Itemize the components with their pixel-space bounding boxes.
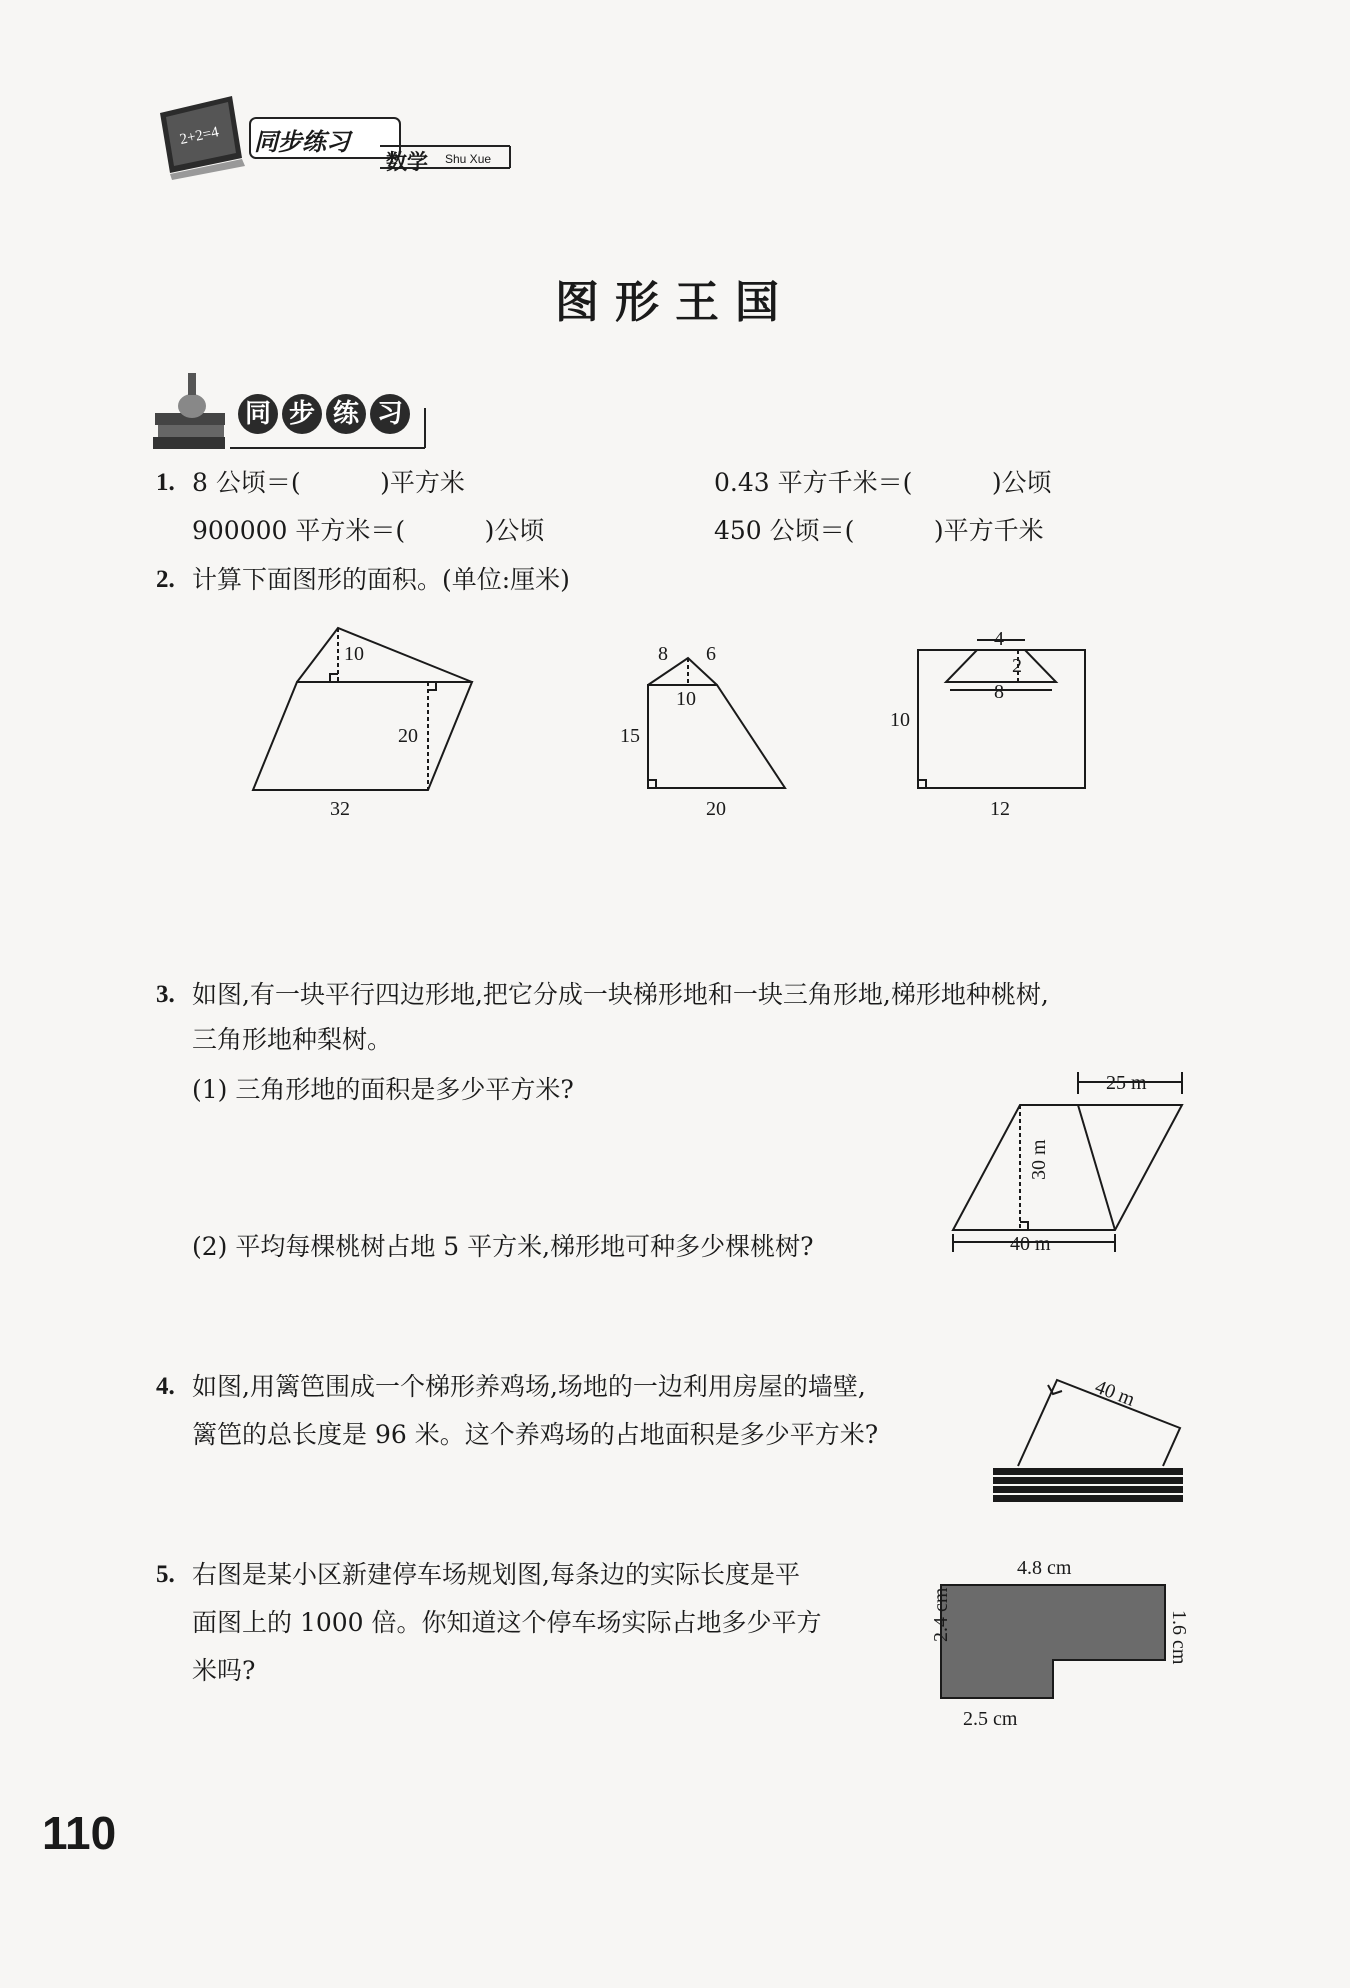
section-badge — [150, 368, 430, 458]
q4-figure — [985, 1368, 1190, 1508]
page-title: 图形王国 — [555, 277, 795, 328]
header-logo — [150, 88, 520, 183]
fig1-label-top: 10 — [344, 643, 364, 665]
fig3-label-base: 12 — [990, 798, 1010, 820]
subject-pinyin: Shu Xue — [445, 152, 492, 166]
q1-b: 0.43 平方千米＝( )公顷 — [714, 468, 1052, 497]
q3-line1: 如图,有一块平行四边形地,把它分成一块梯形地和一块三角形地,梯形地种桃树, — [192, 980, 1049, 1009]
q5-fig-bottom: 2.5 cm — [963, 1708, 1018, 1730]
fig3-label-height: 10 — [890, 709, 910, 731]
q2-number: 2. — [156, 566, 175, 593]
q4-number: 4. — [156, 1373, 175, 1400]
q5-line1: 右图是某小区新建停车场规划图,每条边的实际长度是平 — [192, 1560, 800, 1589]
page-number: 110 — [42, 1807, 117, 1859]
fig3-label-small: 2 — [1012, 655, 1022, 677]
badge-char: 步 — [282, 394, 322, 434]
q1-a: 8 公顷＝( )平方米 — [192, 468, 465, 497]
q4-fig-side: 40 m — [1092, 1375, 1138, 1411]
q1-c: 900000 平方米＝( )公顷 — [192, 516, 545, 545]
q4-line1: 如图,用篱笆围成一个梯形养鸡场,场地的一边利用房屋的墙壁, — [192, 1372, 866, 1401]
fig3-label-top: 4 — [994, 628, 1004, 650]
q1-number: 1. — [156, 469, 175, 496]
badge-char: 习 — [370, 394, 410, 434]
q5-fig-left: 2.4 cm — [930, 1587, 952, 1642]
q3-number: 3. — [156, 981, 175, 1008]
q5-number: 5. — [156, 1561, 175, 1588]
series-label: 同步练习 — [254, 129, 350, 156]
q4-line2: 篱笆的总长度是 96 米。这个养鸡场的占地面积是多少平方米? — [192, 1420, 879, 1449]
subject-label: 数学 — [386, 151, 428, 174]
q3-line2: 三角形地种梨树。 — [192, 1025, 393, 1054]
q3-figure — [940, 1070, 1200, 1260]
q1-d: 450 公顷＝( )平方千米 — [714, 516, 1044, 545]
q2-text: 计算下面图形的面积。(单位:厘米) — [192, 565, 570, 594]
q5-line3: 米吗? — [192, 1656, 256, 1685]
fig1-label-base: 32 — [330, 798, 350, 820]
q3-sub1: (1) 三角形地的面积是多少平方米? — [192, 1075, 574, 1104]
q5-figure — [905, 1550, 1205, 1740]
badge-char: 同 — [238, 394, 278, 434]
fig2-label-left: 8 — [658, 643, 668, 665]
q5-line2: 面图上的 1000 倍。你知道这个停车场实际占地多少平方 — [192, 1608, 822, 1637]
fig2-label-right: 6 — [706, 643, 716, 665]
q2-figures — [0, 610, 1350, 830]
board-text: 2+2=4 — [178, 124, 221, 149]
fig2-label-base: 20 — [706, 798, 726, 820]
badge-char: 练 — [326, 394, 366, 434]
fig2-label-height: 15 — [620, 725, 640, 747]
q5-fig-top: 4.8 cm — [1017, 1557, 1072, 1579]
q3-sub2: (2) 平均每棵桃树占地 5 平方米,梯形地可种多少棵桃树? — [192, 1232, 814, 1261]
q3-fig-base: 40 m — [1010, 1233, 1051, 1255]
q5-fig-right: 1.6 cm — [1168, 1610, 1190, 1665]
fig3-label-mid: 8 — [994, 681, 1004, 703]
fig1-label-height: 20 — [398, 725, 418, 747]
q3-fig-height: 30 m — [1028, 1139, 1050, 1180]
fig2-label-mid: 10 — [676, 688, 696, 710]
q3-fig-top: 25 m — [1106, 1072, 1147, 1094]
